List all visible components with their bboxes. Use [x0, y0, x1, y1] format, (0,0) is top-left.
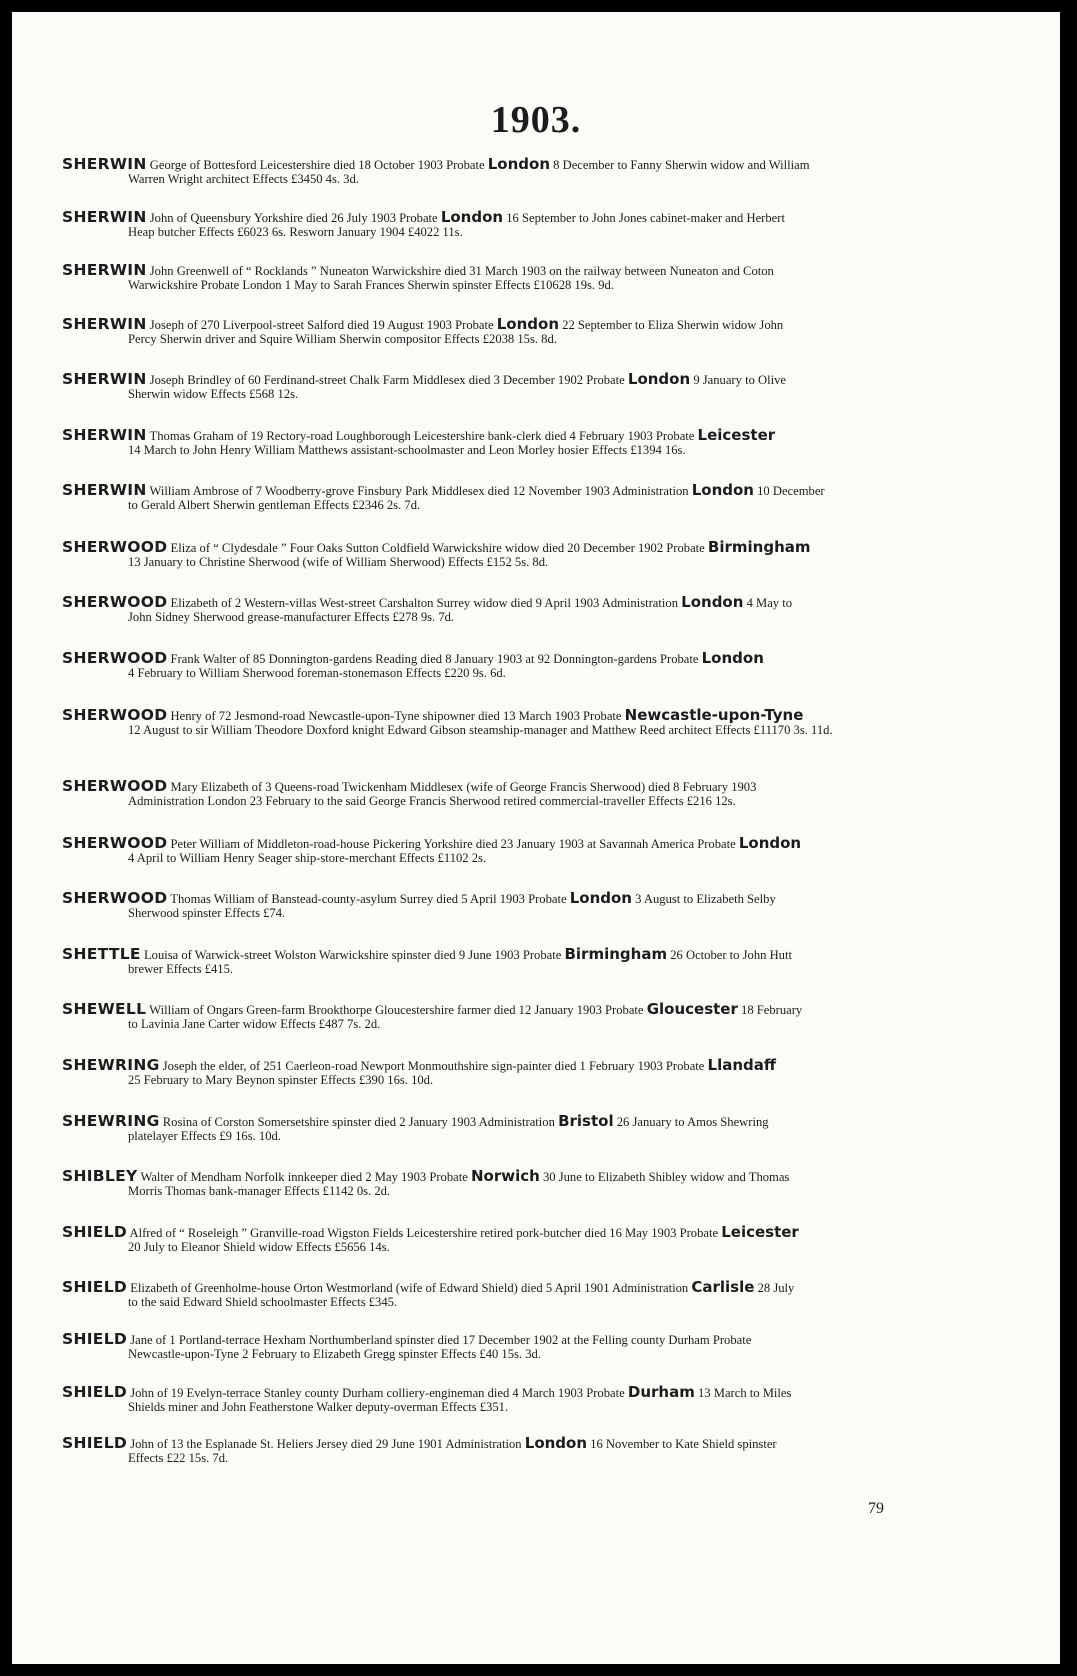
entry-surname: SHIBLEY [62, 1167, 138, 1185]
entry-text: Henry of 72 Jesmond-road Newcastle-upon-Tyne shipowner died 13 March 1903 Probate [170, 709, 622, 723]
entry-continuation: Effects £22 15s. 7d. [128, 1451, 229, 1465]
entry-text: Jane of 1 Portland-terrace Hexham Northumberland spinster died 17 December 1902 at the Felling county Durham Probate [130, 1333, 752, 1347]
entry-continuation: Sherwin widow Effects £568 12s. [128, 387, 299, 401]
entry-continuation: Shields miner and John Featherstone Walker deputy-overman Effects £351. [128, 1400, 509, 1414]
register-entry [62, 891, 952, 920]
entry-text: Joseph the elder, of 251 Caerleon-road Newport Monmouthshire sign-painter died 1 February 1903 Probate [162, 1059, 705, 1073]
entry-text: Rosina of Corston Somersetshire spinster died 2 January 1903 Administration [162, 1115, 555, 1129]
register-entry [62, 1332, 952, 1361]
entry-continuation: 12 August to sir William Theodore Doxford knight Edward Gibson steamship-manager and Matthew Reed architect Effects £11170 3s. 11d. [128, 723, 833, 737]
entry-registry: London [496, 315, 560, 333]
register-entry [62, 317, 952, 346]
register-entry [62, 263, 952, 292]
entry-text: Elizabeth of Greenholme-house Orton Westmorland (wife of Edward Shield) died 5 April 1901 Administration [130, 1281, 689, 1295]
register-entry [62, 428, 952, 457]
entry-text-after: 3 August to Elizabeth Selby [635, 892, 776, 906]
entry-text: Eliza of “ Clydesdale ” Four Oaks Sutton Coldfield Warwickshire widow died 20 December 1902 Probate [170, 541, 705, 555]
entry-registry: London [701, 649, 764, 667]
entry-surname: SHERWIN [62, 370, 147, 388]
entry-continuation: Percy Sherwin driver and Squire William Sherwin compositor Effects £2038 15s. 8d. [128, 332, 557, 346]
register-entry [62, 708, 952, 737]
entry-registry: London [440, 208, 504, 226]
entry-continuation: 20 July to Eleanor Shield widow Effects £5656 14s. [128, 1240, 390, 1254]
register-entry [62, 1225, 952, 1254]
entry-text-after: 30 June to Elizabeth Shibley widow and Thomas [542, 1170, 790, 1184]
entry-registry: London [691, 481, 754, 499]
entry-registry: Birmingham [707, 538, 811, 556]
register-entry [62, 1169, 952, 1198]
entry-continuation: to Lavinia Jane Carter widow Effects £487 7s. 2d. [128, 1017, 381, 1031]
entry-text-after: 26 January to Amos Shewring [616, 1115, 769, 1129]
entry-text: Mary Elizabeth of 3 Queens-road Twickenham Middlesex (wife of George Francis Sherwood) died 8 February 1903 [170, 780, 757, 794]
entry-surname: SHEWRING [62, 1056, 160, 1074]
entry-text: John Greenwell of “ Rocklands ” Nuneaton Warwickshire died 31 March 1903 on the railway between Nuneaton and Coton [149, 264, 774, 278]
entry-continuation: to the said Edward Shield schoolmaster Effects £345. [128, 1295, 398, 1309]
entry-text: Thomas William of Banstead-county-asylum Surrey died 5 April 1903 Probate [170, 892, 567, 906]
entry-registry: Llandaff [707, 1056, 777, 1074]
entry-text: William of Ongars Green-farm Brookthorpe Gloucestershire farmer died 12 January 1903 Probate [149, 1003, 644, 1017]
entry-text: Thomas Graham of 19 Rectory-road Loughborough Leicestershire bank-clerk died 4 February 1903 Probate [149, 429, 695, 443]
register-entry [62, 157, 952, 186]
entry-text: Elizabeth of 2 Western-villas West-street Carshalton Surrey widow died 9 April 1903 Administration [170, 596, 678, 610]
register-entry [62, 1114, 952, 1143]
register-entry [62, 540, 952, 569]
entry-text: Joseph of 270 Liverpool-street Salford died 19 August 1903 Probate [149, 318, 494, 332]
entry-surname: SHERWIN [62, 155, 147, 173]
entry-text: Joseph Brindley of 60 Ferdinand-street Chalk Farm Middlesex died 3 December 1902 Probate [149, 373, 625, 387]
entry-registry: London [569, 889, 632, 907]
entry-text-after: 8 December to Fanny Sherwin widow and William [553, 158, 810, 172]
entry-text: Walter of Mendham Norfolk innkeeper died 2 May 1903 Probate [140, 1170, 468, 1184]
entry-continuation: Newcastle-upon-Tyne 2 February to Elizabeth Gregg spinster Effects £40 15s. 3d. [128, 1347, 541, 1361]
entry-continuation: 25 February to Mary Beynon spinster Effects £390 16s. 10d. [128, 1073, 434, 1087]
entry-text: George of Bottesford Leicestershire died 18 October 1903 Probate [149, 158, 485, 172]
entry-registry: Carlisle [691, 1278, 755, 1296]
entry-continuation: Administration London 23 February to the said George Francis Sherwood retired commercial-traveller Effects £216 12s. [128, 794, 736, 808]
entry-surname: SHETTLE [62, 945, 141, 963]
entry-registry: London [487, 155, 550, 173]
page-number: 79 [868, 1500, 884, 1517]
page-year-heading: 1903. [490, 99, 582, 141]
entry-surname: SHIELD [62, 1330, 128, 1348]
entry-registry: Birmingham [564, 945, 668, 963]
register-entry [62, 483, 952, 512]
entry-text: Frank Walter of 85 Donnington-gardens Reading died 8 January 1903 at 92 Donnington-gardens Probate [170, 652, 699, 666]
entry-text-after: 22 September to Eliza Sherwin widow John [562, 318, 784, 332]
entry-text-after: 10 December [757, 484, 825, 498]
entry-text: Louisa of Warwick-street Wolston Warwickshire spinster died 9 June 1903 Probate [143, 948, 562, 962]
entry-continuation: Warren Wright architect Effects £3450 4s. 3d. [128, 172, 359, 186]
register-entry [62, 1002, 952, 1031]
entry-registry: Gloucester [646, 1000, 738, 1018]
entry-continuation: Morris Thomas bank-manager Effects £1142 0s. 2d. [128, 1184, 391, 1198]
entry-continuation: Heap butcher Effects £6023 6s. Resworn January 1904 £4022 11s. [128, 225, 463, 239]
entry-text: William Ambrose of 7 Woodberry-grove Finsbury Park Middlesex died 12 November 1903 Administration [149, 484, 689, 498]
register-page [12, 12, 1060, 1664]
entry-surname: SHIELD [62, 1434, 128, 1452]
entry-registry: London [738, 834, 802, 852]
entry-registry: Newcastle-upon-Tyne [624, 706, 804, 724]
entry-text-after: 18 February [741, 1003, 803, 1017]
register-entry [62, 651, 952, 680]
entry-surname: SHERWIN [62, 261, 147, 279]
entry-continuation: Sherwood spinster Effects £74. [128, 906, 286, 920]
entry-registry: London [627, 370, 691, 388]
entry-text-after: 4 May to [746, 596, 793, 610]
register-entry [62, 1436, 952, 1465]
register-entry [62, 1385, 952, 1414]
entry-text: John of 13 the Esplanade St. Heliers Jersey died 29 June 1901 Administration [130, 1437, 522, 1451]
entry-surname: SHIELD [62, 1223, 128, 1241]
entry-continuation: to Gerald Albert Sherwin gentleman Effects £2346 2s. 7d. [128, 498, 421, 512]
entry-registry: Bristol [558, 1112, 614, 1130]
entry-registry: Norwich [470, 1167, 540, 1185]
entry-text: John of Queensbury Yorkshire died 26 July 1903 Probate [149, 211, 438, 225]
entry-text: John of 19 Evelyn-terrace Stanley county Durham colliery-engineman died 4 March 1903 Probate [130, 1386, 625, 1400]
entry-text: Alfred of “ Roseleigh ” Granville-road Wigston Fields Leicestershire retired pork-butcher died 16 May 1903 Probate [129, 1226, 719, 1240]
entry-surname: SHERWOOD [62, 538, 168, 556]
entry-surname: SHERWOOD [62, 649, 168, 667]
register-entry [62, 1280, 952, 1309]
register-entry [62, 372, 952, 401]
register-entry [62, 947, 952, 976]
entry-registry: London [524, 1434, 588, 1452]
entry-continuation: John Sidney Sherwood grease-manufacturer Effects £278 9s. 7d. [128, 610, 455, 624]
entry-surname: SHERWIN [62, 208, 147, 226]
register-entry [62, 836, 952, 865]
entry-surname: SHERWOOD [62, 834, 168, 852]
entry-surname: SHERWIN [62, 315, 147, 333]
entry-registry: Leicester [721, 1223, 799, 1241]
entry-text: Peter William of Middleton-road-house Pickering Yorkshire died 23 January 1903 at Savannah America Probate [170, 837, 736, 851]
entry-text-after: 28 July [757, 1281, 795, 1295]
entry-text-after: 16 September to John Jones cabinet-maker and Herbert [506, 211, 785, 225]
entry-registry: Leicester [697, 426, 776, 444]
entry-continuation: platelayer Effects £9 16s. 10d. [128, 1129, 281, 1143]
entry-text-after: 9 January to Olive [693, 373, 786, 387]
entry-registry: Durham [627, 1383, 695, 1401]
entry-registry: London [681, 593, 744, 611]
entry-surname: SHEWRING [62, 1112, 160, 1130]
register-entry [62, 595, 952, 624]
register-entry [62, 1058, 952, 1087]
entry-surname: SHERWIN [62, 426, 147, 444]
entry-surname: SHEWELL [62, 1000, 147, 1018]
entry-continuation: 13 January to Christine Sherwood (wife of William Sherwood) Effects £152 5s. 8d. [128, 555, 549, 569]
entry-surname: SHERWOOD [62, 777, 168, 795]
entry-surname: SHERWOOD [62, 706, 168, 724]
entry-surname: SHERWIN [62, 481, 147, 499]
entry-continuation: 4 April to William Henry Seager ship-store-merchant Effects £1102 2s. [128, 851, 487, 865]
entry-surname: SHIELD [62, 1383, 128, 1401]
entry-text-after: 26 October to John Hutt [670, 948, 792, 962]
entry-continuation: 14 March to John Henry William Matthews assistant-schoolmaster and Leon Morley hosier Effects £1394 16s. [128, 443, 686, 457]
entry-continuation: Warwickshire Probate London 1 May to Sarah Frances Sherwin spinster Effects £10628 19s. 9d. [128, 278, 614, 292]
register-entry [62, 779, 952, 808]
register-entry [62, 210, 952, 239]
entry-text-after: 13 March to Miles [698, 1386, 792, 1400]
entry-continuation: 4 February to William Sherwood foreman-stonemason Effects £220 9s. 6d. [128, 666, 506, 680]
entry-surname: SHERWOOD [62, 889, 168, 907]
entry-text-after: 16 November to Kate Shield spinster [590, 1437, 777, 1451]
entry-surname: SHERWOOD [62, 593, 168, 611]
entry-continuation: brewer Effects £415. [128, 962, 234, 976]
entry-surname: SHIELD [62, 1278, 128, 1296]
